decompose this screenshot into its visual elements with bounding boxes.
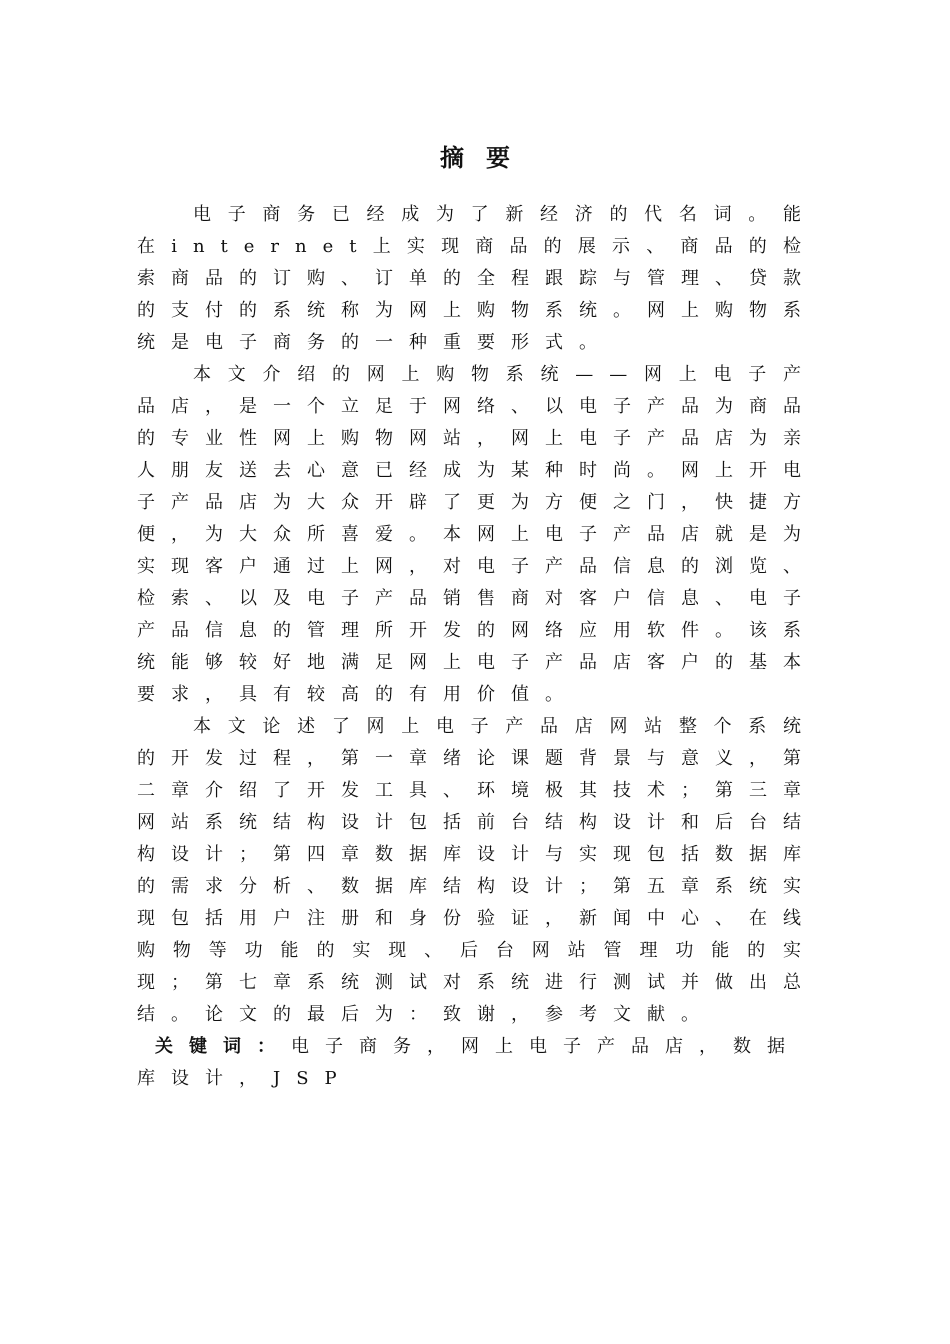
keywords-line (137, 1031, 817, 1095)
page-title: 摘要 (440, 143, 532, 172)
keywords-label: 关键词： (155, 1036, 291, 1057)
abstract-body (137, 199, 817, 1095)
abstract-paragraph-1: 电子商务已经成为了新经济的代名词。能在internet上实现商品的展示、商品的检索商品的订购、订单的全程跟踪与管理、贷款的支付的系统称为网上购物系统。网上购物系统是电子商务的一种重要形式。 (137, 204, 817, 353)
keywords-value: 电子商务，网上电子产品店，数据库设计，JSP (137, 1036, 801, 1089)
abstract-paragraph-2: 本文介绍的网上购物系统——网上电子产品店，是一个立足于网络、以电子产品为商品的专业性网上购物网站，网上电子产品店为亲人朋友送去心意已经成为某种时尚。网上开电子产品店为大众开辟了更为方便之门，快捷方便，为大众所喜爱。本网上电子产品店就是为实现客户通过上网，对电子产品信息的浏览、检索、以及电子产品销售商对客户信息、电子产品信息的管理所开发的网络应用软件。该系统能够较好地满足网上电子产品店客户的基本要求，具有较高的有用价值。 (137, 364, 817, 705)
abstract-paragraph-3: 本文论述了网上电子产品店网站整个系统的开发过程，第一章绪论课题背景与意义，第二章介绍了开发工具、环境极其技术；第三章网站系统结构设计包括前台结构设计和后台结构设计；第四章数据库设计与实现包括数据库的需求分析、数据库结构设计；第五章系统实现包括用户注册和身份验证，新闻中心、在线购物等功能的实现、后台网站管理功能的实现；第七章系统测试对系统进行测试并做出总结。论文的最后为：致谢，参考文献。 (137, 716, 817, 1025)
